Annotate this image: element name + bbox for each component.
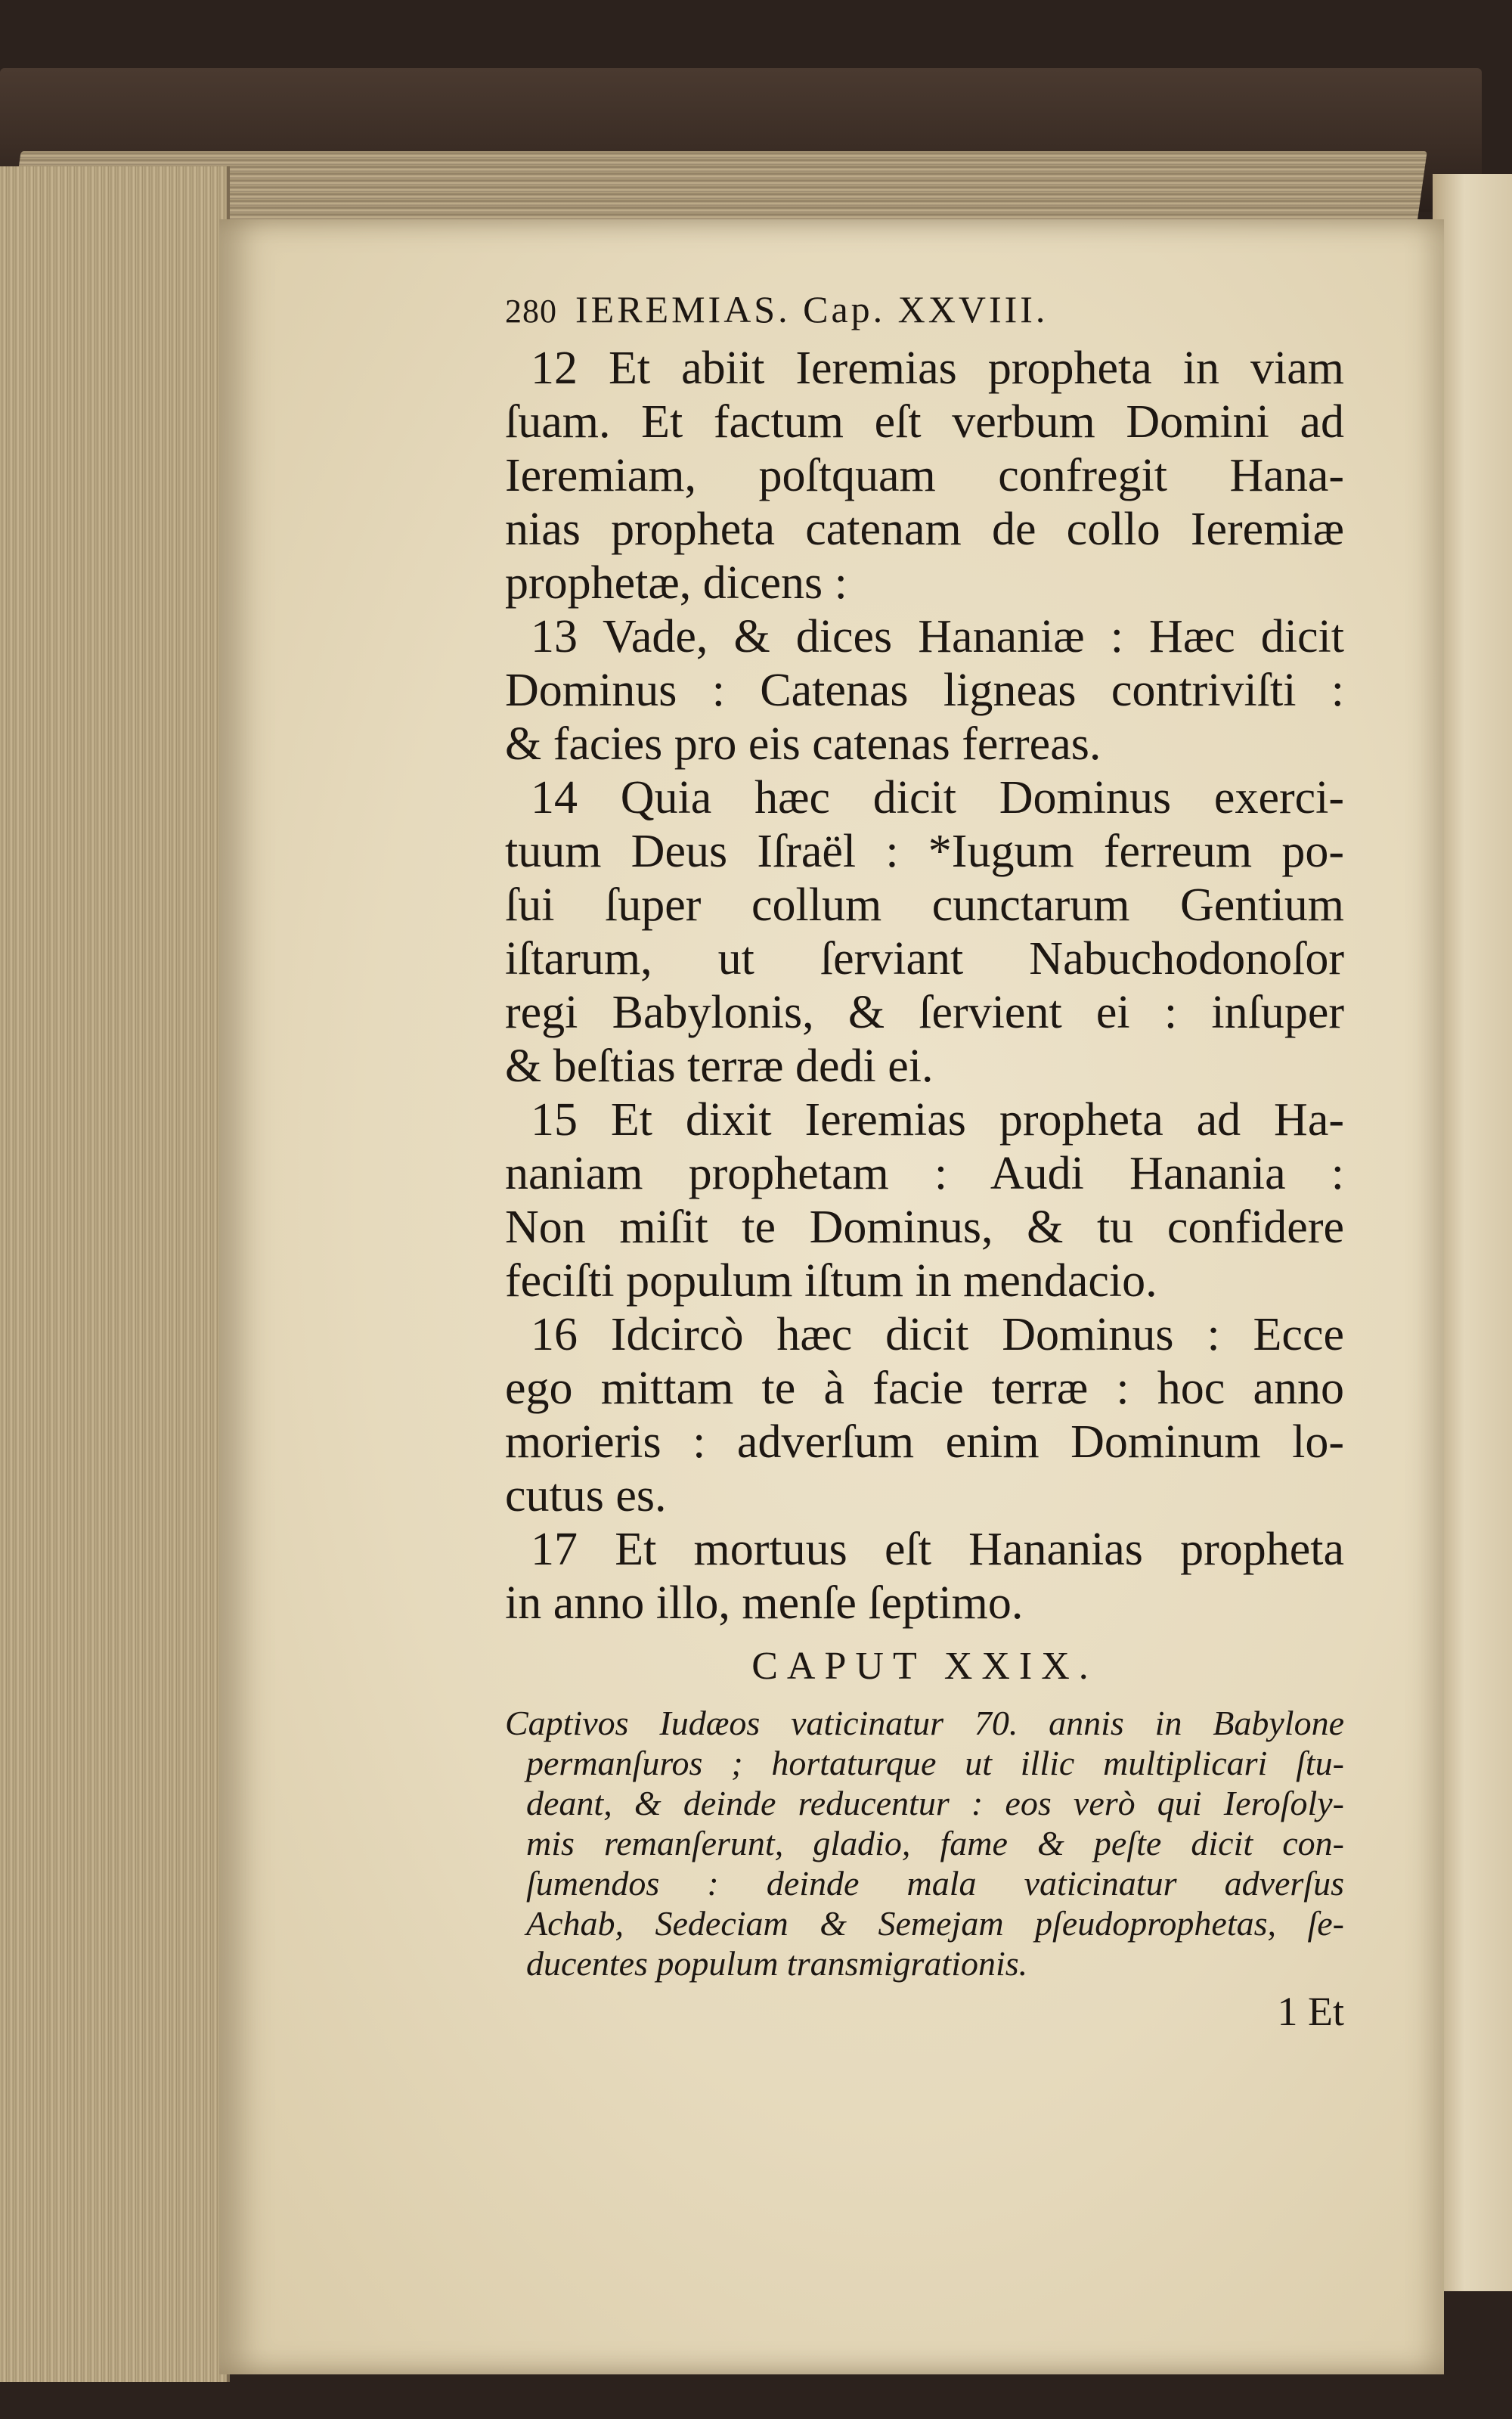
- text-line: feciſti populum iſtum in mendacio.: [505, 1255, 1157, 1307]
- text-line: in anno illo, menſe ſeptimo.: [505, 1577, 1024, 1629]
- catchword: 1 Et: [1277, 1989, 1344, 2034]
- text-line: iſtarum, ut ſerviant Nabuchodonoſor: [505, 933, 1344, 985]
- text-line: Non miſit te Dominus, & tu confidere: [505, 1202, 1344, 1253]
- text-line: 12 Et abiit Ieremias propheta in viam: [531, 343, 1344, 394]
- page-number: 280: [505, 293, 557, 330]
- summary-line: ſumendos : deinde mala vaticinatur adverſus: [526, 1864, 1344, 1903]
- text-line: 16 Idcircò hæc dicit Dominus : Ecce: [531, 1309, 1344, 1360]
- text-line: Dominus : Catenas ligneas contriviſti :: [505, 665, 1344, 716]
- text-line: & facies pro eis catenas ferreas.: [505, 718, 1101, 770]
- summary-line: mis remanſerunt, gladio, fame & peſte dicit con-: [526, 1824, 1344, 1862]
- running-head: [505, 287, 1344, 337]
- text-line: ego mittam te à facie terræ : hoc anno: [505, 1363, 1344, 1414]
- text-line: 17 Et mortuus eſt Hananias propheta: [531, 1524, 1344, 1575]
- running-title: IEREMIAS. Cap. XXVIII.: [575, 288, 1049, 330]
- text-line: 14 Quia hæc dicit Dominus exerci-: [531, 772, 1344, 823]
- text-line: tuum Deus Iſraël : *Iugum ferreum po-: [505, 826, 1344, 877]
- text-line: 15 Et dixit Ieremias propheta ad Ha-: [531, 1094, 1344, 1146]
- summary-line: deant, & deinde reducentur : eos verò qui Ieroſoly-: [526, 1784, 1344, 1822]
- summary-line: permanſuros ; hortaturque ut illic multiplicari ſtu-: [526, 1744, 1344, 1782]
- text-line: nias propheta catenam de collo Ieremiæ: [505, 504, 1344, 555]
- facing-page: [1433, 174, 1512, 2291]
- chapter-summary: [505, 1703, 1344, 1983]
- summary-line: Captivos Iudæos vaticinatur 70. annis in Babylone: [505, 1704, 1344, 1742]
- text-line: prophetæ, dicens :: [505, 557, 847, 609]
- text-line: naniam prophetam : Audi Hanania :: [505, 1148, 1344, 1199]
- text-line: & beſtias terræ dedi ei.: [505, 1040, 934, 1092]
- summary-line: ducentes populum transmigrationis.: [526, 1944, 1028, 1983]
- text-line: 13 Vade, & dices Hananiæ : Hæc dicit: [531, 611, 1344, 662]
- text-line: Ieremiam, poſtquam confregit Hana-: [505, 450, 1344, 501]
- verse-block: [505, 342, 1344, 1630]
- chapter-heading: CAPUT XXIX.: [751, 1645, 1098, 1688]
- page-edges-left: [0, 166, 230, 2382]
- summary-line: Achab, Sedeciam & Semejam pſeudoprophetas, ſe-: [526, 1904, 1344, 1943]
- text-line: cutus es.: [505, 1470, 667, 1521]
- page-text: [505, 287, 1344, 2035]
- text-line: ſui ſuper collum cunctarum Gentium: [505, 879, 1344, 931]
- text-line: morieris : adverſum enim Dominum lo-: [505, 1416, 1344, 1468]
- text-line: regi Babylonis, & ſervient ei : inſuper: [505, 987, 1344, 1038]
- text-line: ſuam. Et factum eſt verbum Domini ad: [505, 396, 1344, 448]
